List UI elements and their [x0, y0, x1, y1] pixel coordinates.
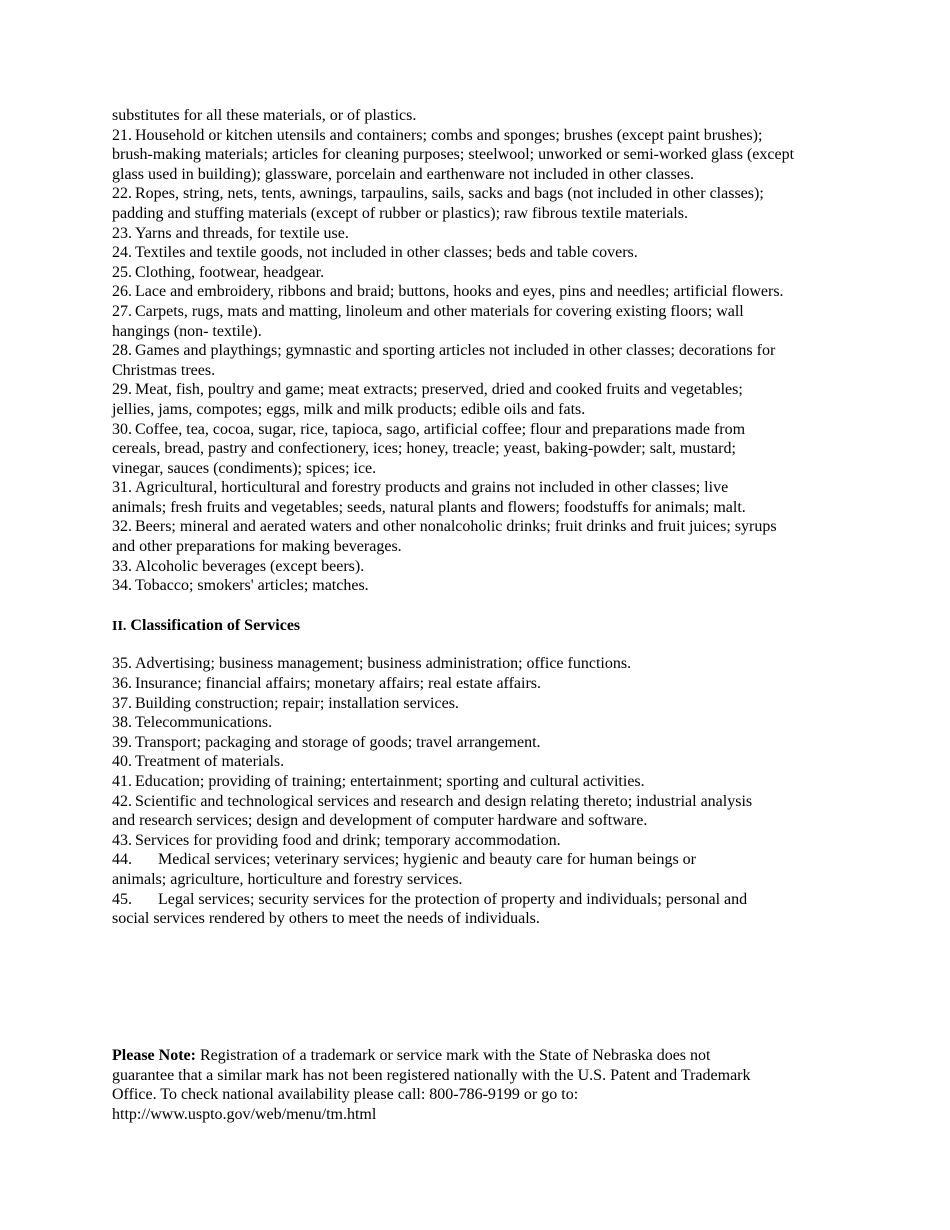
- class-number: 29.: [112, 381, 132, 399]
- class-text: Tobacco; smokers' articles; matches.: [135, 577, 369, 595]
- class-text: cereals, bread, pastry and confectionery, ices; honey, treacle; yeast, baking-powder; salt, mustard;: [112, 440, 736, 458]
- carryover-text: substitutes for all these materials, or of plastics.: [112, 107, 417, 124]
- note-line-2: guarantee that a similar mark has not been registered nationally with the U.S. Patent and Trademark: [112, 1066, 751, 1084]
- class-item: [112, 243, 842, 263]
- class-text: Agricultural, horticultural and forestry products and grains not included in other classes; live: [135, 479, 729, 497]
- class-text: hangings (non- textile).: [112, 322, 262, 340]
- class-text: Alcoholic beverages (except beers).: [135, 557, 365, 575]
- class-text: Christmas trees.: [112, 361, 216, 379]
- class-number: 36.: [112, 675, 132, 693]
- class-item: [112, 654, 842, 674]
- class-item-continuation: [112, 537, 842, 557]
- class-item: [112, 282, 842, 302]
- class-text: and other preparations for making beverages.: [112, 538, 402, 556]
- services-class-list: [112, 654, 842, 928]
- class-text: animals; agriculture, horticulture and forestry services.: [112, 870, 463, 888]
- class-item: [112, 694, 842, 714]
- class-text: Services for providing food and drink; temporary accommodation.: [135, 831, 561, 849]
- class-number: 33.: [112, 557, 132, 575]
- class-item: [112, 126, 842, 146]
- class-item: [112, 792, 842, 812]
- class-item: [112, 341, 842, 361]
- class-item-continuation: [112, 204, 842, 224]
- class-text: Insurance; financial affairs; monetary affairs; real estate affairs.: [135, 675, 542, 693]
- class-text: Coffee, tea, cocoa, sugar, rice, tapioca, sago, artificial coffee; flour and preparations made from: [135, 420, 746, 438]
- class-number: 22.: [112, 185, 132, 203]
- class-text: Lace and embroidery, ribbons and braid; buttons, hooks and eyes, pins and needles; artificial flowers.: [135, 283, 784, 301]
- class-item: [112, 576, 842, 596]
- class-text: Textiles and textile goods, not included in other classes; beds and table covers.: [135, 244, 638, 262]
- class-number: 45.: [112, 890, 132, 908]
- class-number: 39.: [112, 733, 132, 751]
- class-item: [112, 674, 842, 694]
- class-item: [112, 184, 842, 204]
- class-item: [112, 557, 842, 577]
- class-number: 26.: [112, 283, 132, 301]
- class-text: jellies, jams, compotes; eggs, milk and milk products; edible oils and fats.: [112, 400, 586, 418]
- class-item: [112, 772, 842, 792]
- class-text: Telecommunications.: [135, 714, 273, 732]
- class-item-continuation: [112, 322, 842, 342]
- class-number: 31.: [112, 479, 132, 497]
- class-item-continuation: [112, 400, 842, 420]
- class-number: 42.: [112, 792, 132, 810]
- class-number: 38.: [112, 714, 132, 732]
- class-item: [112, 224, 842, 244]
- goods-class-list: [112, 126, 842, 596]
- class-text: Yarns and threads, for textile use.: [135, 224, 349, 242]
- class-number: 40.: [112, 753, 132, 771]
- class-item: [112, 752, 842, 772]
- class-text: Education; providing of training; entertainment; sporting and cultural activities.: [135, 773, 645, 790]
- class-number: 24.: [112, 244, 132, 262]
- class-item-continuation: [112, 870, 842, 890]
- class-number: 32.: [112, 518, 132, 536]
- class-text: Meat, fish, poultry and game; meat extracts; preserved, dried and cooked fruits and vegetables;: [135, 381, 743, 399]
- class-text: Building construction; repair; installation services.: [135, 694, 459, 712]
- section-numeral: II.: [112, 618, 127, 634]
- class-item: [112, 890, 842, 910]
- class-item: [112, 733, 842, 753]
- class-number: 34.: [112, 577, 132, 595]
- class-text: Beers; mineral and aerated waters and other nonalcoholic drinks; fruit drinks and fruit juices; syrups: [135, 518, 777, 536]
- class-text: Medical services; veterinary services; hygienic and beauty care for human beings or: [158, 851, 697, 869]
- please-note: [112, 1046, 842, 1124]
- class-item-continuation: [112, 439, 842, 459]
- class-text: Games and playthings; gymnastic and sporting articles not included in other classes; decorations for: [135, 342, 776, 360]
- class-number: 44.: [112, 851, 132, 869]
- class-text: social services rendered by others to meet the needs of individuals.: [112, 910, 540, 928]
- document-page: [112, 106, 842, 929]
- class-number: 30.: [112, 420, 132, 438]
- class-item: [112, 478, 842, 498]
- class-text: padding and stuffing materials (except of rubber or plastics); raw fibrous textile materials.: [112, 204, 688, 222]
- class-text: Household or kitchen utensils and containers; combs and sponges; brushes (except paint brushes);: [135, 126, 763, 144]
- class-item-continuation: [112, 459, 842, 479]
- class-item-continuation: [112, 811, 842, 831]
- class-item: [112, 302, 842, 322]
- class-item: [112, 380, 842, 400]
- class-number: 37.: [112, 694, 132, 712]
- class-text: vinegar, sauces (condiments); spices; ice.: [112, 459, 377, 477]
- class-text: brush-making materials; articles for cleaning purposes; steelwool; unworked or semi-worked glass (except: [112, 146, 795, 164]
- class-item: [112, 850, 842, 870]
- class-number: 27.: [112, 302, 132, 320]
- class-item: [112, 263, 842, 283]
- class-item-continuation: [112, 909, 842, 929]
- section-title: Classification of Services: [130, 616, 301, 634]
- class-item: [112, 420, 842, 440]
- class-item-continuation: [112, 145, 842, 165]
- class-text: Transport; packaging and storage of goods; travel arrangement.: [135, 733, 541, 751]
- class-text: Advertising; business management; business administration; office functions.: [135, 655, 632, 673]
- note-link[interactable]: http://www.uspto.gov/web/menu/tm.html: [112, 1105, 377, 1123]
- class-text: Scientific and technological services and research and design relating thereto; industrial analysis: [135, 792, 753, 810]
- note-label: Please Note:: [112, 1047, 196, 1064]
- class-number: 41.: [112, 773, 132, 790]
- class-text: glass used in building); glassware, porcelain and earthenware not included in other classes.: [112, 165, 695, 183]
- class-text: and research services; design and development of computer hardware and software.: [112, 812, 648, 830]
- note-line-1: Registration of a trademark or service mark with the State of Nebraska does not: [199, 1047, 711, 1064]
- class-item: [112, 713, 842, 733]
- class-text: Carpets, rugs, mats and matting, linoleum and other materials for covering existing floors; wall: [135, 302, 744, 320]
- class-number: 35.: [112, 655, 132, 673]
- class-item: [112, 517, 842, 537]
- class-text: Clothing, footwear, headgear.: [135, 263, 325, 281]
- class-text: Ropes, string, nets, tents, awnings, tarpaulins, sails, sacks and bags (not included in other classes);: [135, 185, 764, 203]
- class-number: 28.: [112, 342, 132, 360]
- class-item-continuation: [112, 361, 842, 381]
- services-heading: [112, 616, 842, 637]
- class-item-continuation: [112, 498, 842, 518]
- class-number: 43.: [112, 831, 132, 849]
- class-item: [112, 831, 842, 851]
- note-line-3: Office. To check national availability please call: 800-786-9199 or go to:: [112, 1086, 579, 1104]
- class-number: 21.: [112, 126, 132, 144]
- class-text: Legal services; security services for the protection of property and individuals; personal and: [158, 890, 748, 908]
- class-text: Treatment of materials.: [135, 753, 285, 771]
- class-number: 25.: [112, 263, 132, 281]
- class-item-continuation: [112, 165, 842, 185]
- class-text: animals; fresh fruits and vegetables; seeds, natural plants and flowers; foodstuffs for animals; malt.: [112, 498, 746, 516]
- class-number: 23.: [112, 224, 132, 242]
